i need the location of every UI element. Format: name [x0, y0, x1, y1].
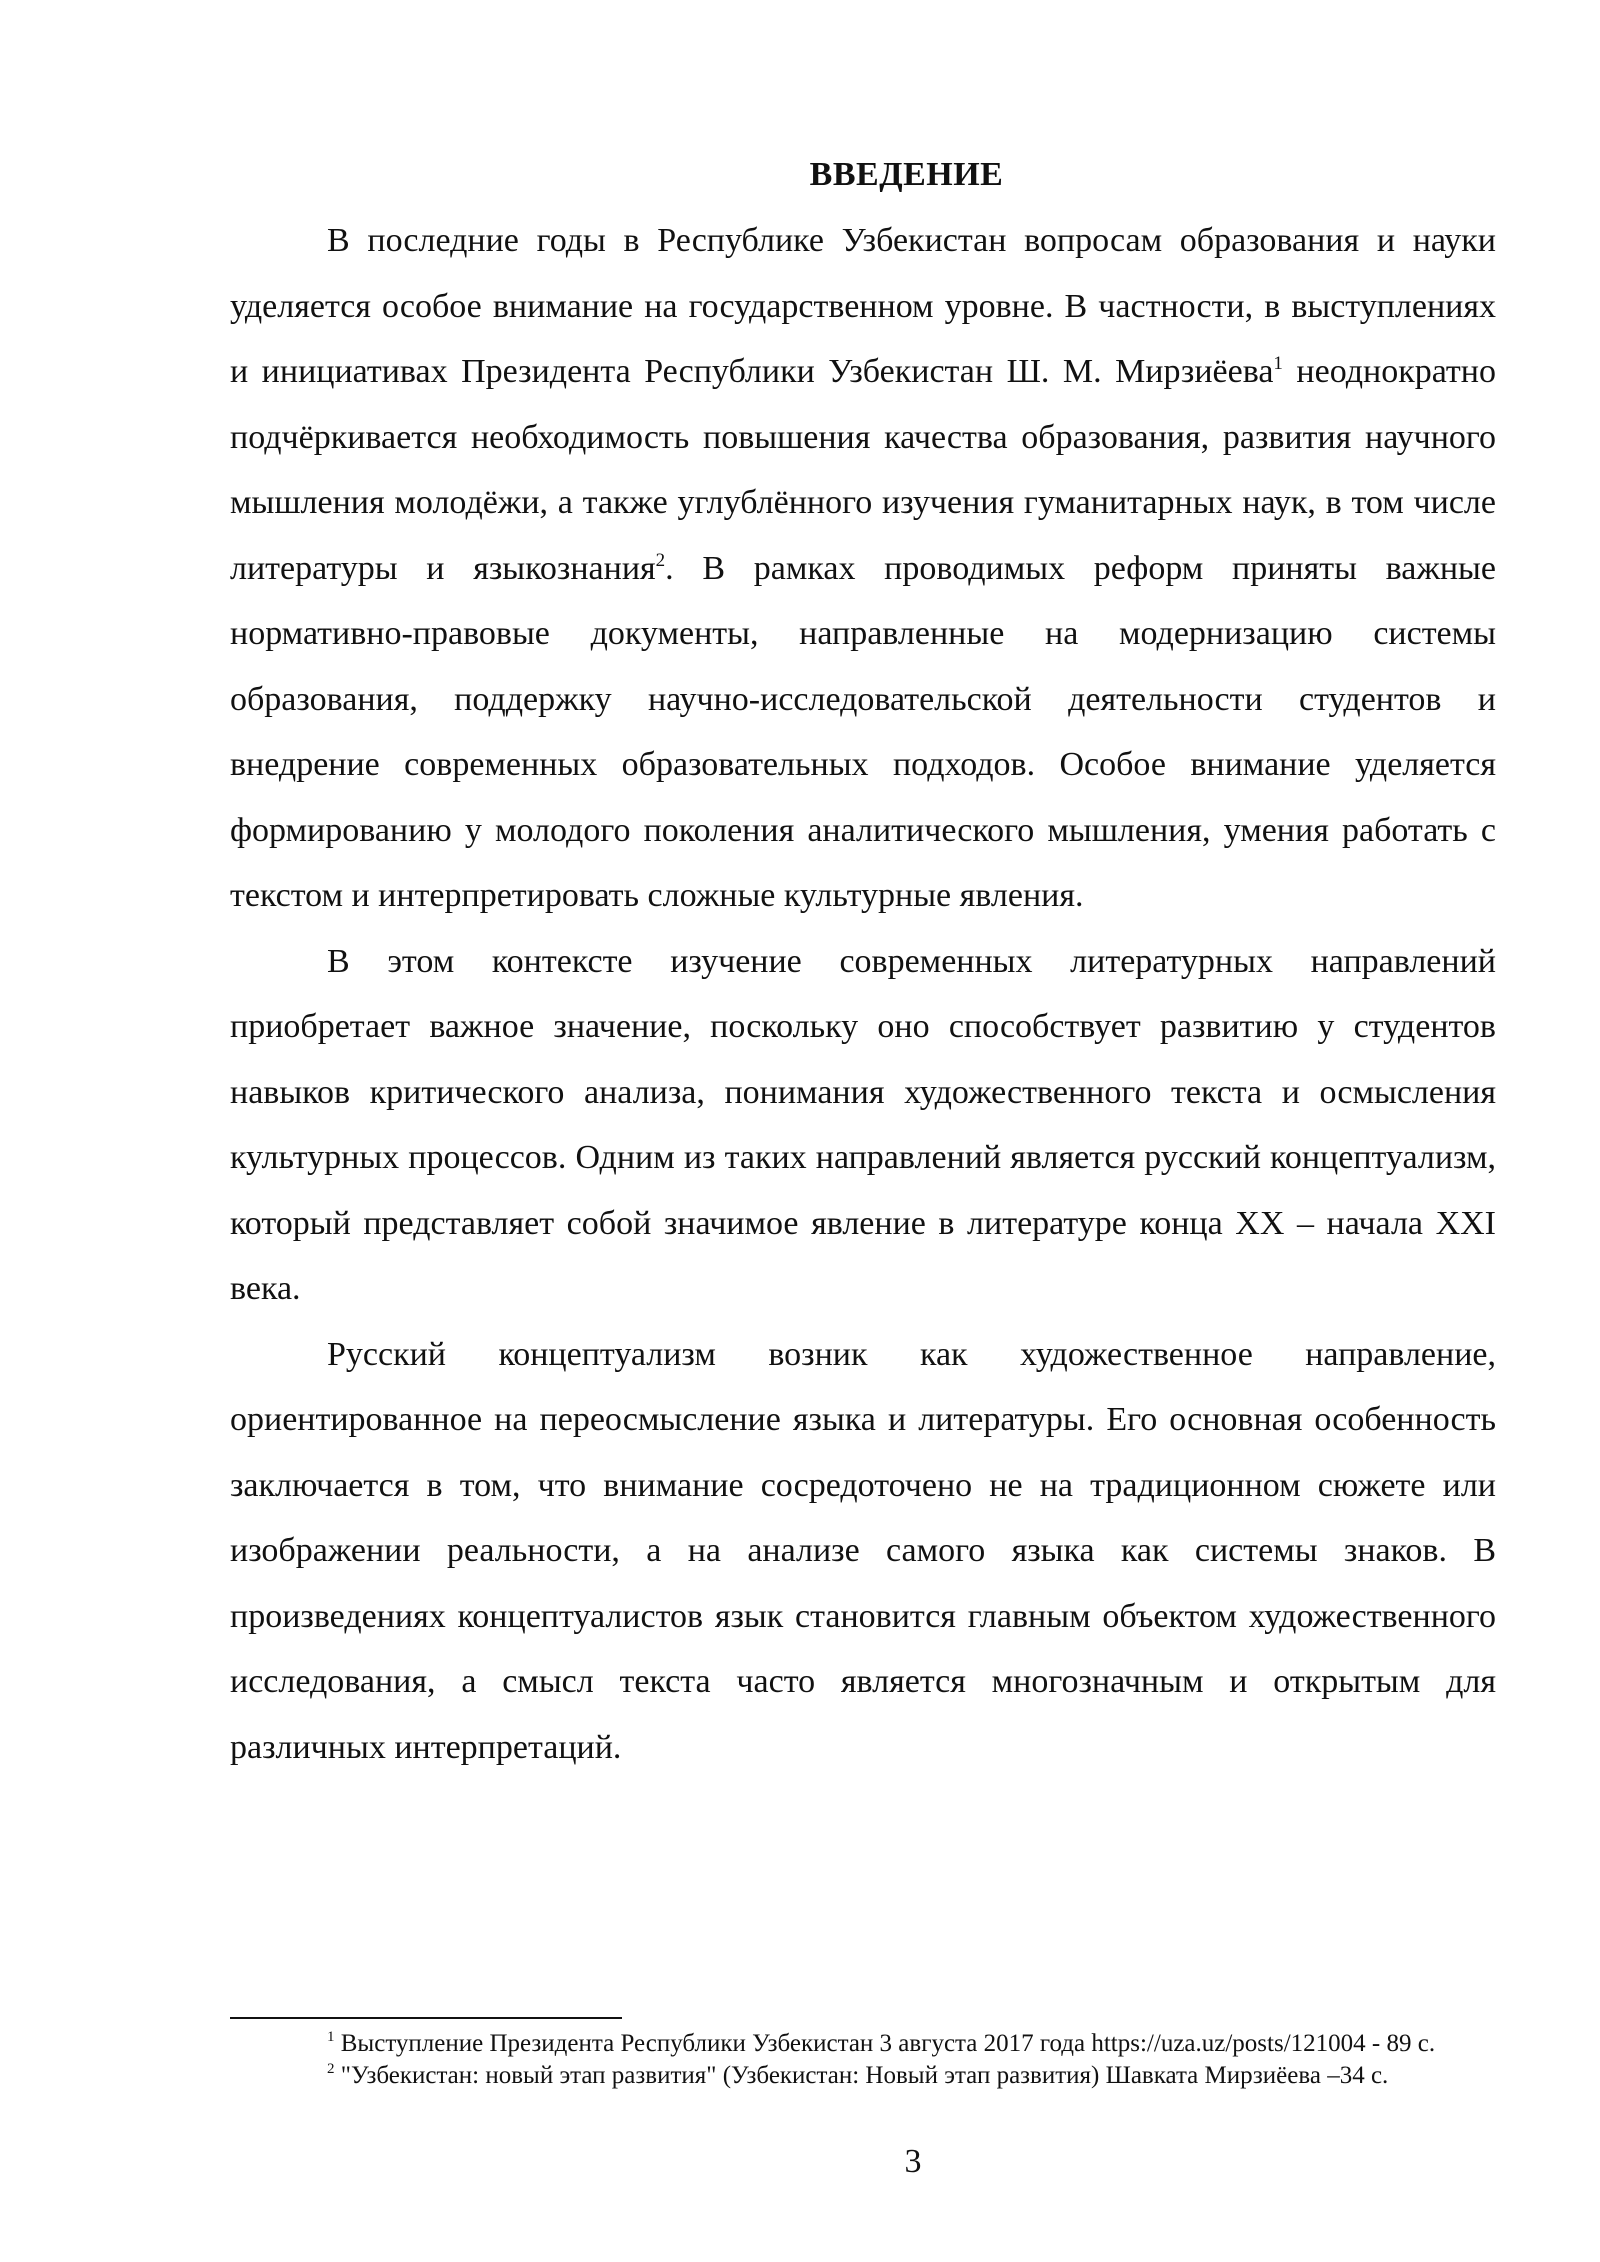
- footnote-2: [230, 2060, 1496, 2092]
- paragraph-3: Русский концептуализм возник как художественное направление, ориентированное на переосмысление языка и литературы. Его основная особенность заключается в том, что внимание сосредоточено не на традиционном сюжете или изображении реальности, а на анализе самого языка как системы знаков. В произведениях концептуалистов язык становится главным объектом художественного исследования, а смысл текста часто является многозначным и открытым для различных интерпретаций.: [230, 1335, 1496, 1766]
- footnote-1: [230, 2028, 1496, 2060]
- body-text: [230, 208, 1496, 1780]
- paragraph-1-part-c: . В рамках проводимых реформ приняты важные нормативно-правовые документы, направленные на модернизацию системы образования, поддержку научно-исследовательской деятельности студентов и внедрение современных образовательных подходов. Особое внимание уделяется формированию у молодого поколения аналитического мышления, умения работать с текстом и интерпретировать сложные культурные явления.: [230, 549, 1496, 914]
- paragraph-1-part-a: В последние годы в Республике Узбекистан вопросам образования и науки уделяется особое внимание на государственном уровне. В частности, в выступлениях и инициативах Президента Республики Узбекистан Ш. М. Мирзиёева: [230, 222, 1496, 390]
- footnote-1-text: Выступление Президента Республики Узбекистан 3 августа 2017 года https://uza.uz/posts/121004 - 89 с.: [334, 2030, 1436, 2057]
- footnote-separator: [230, 2017, 622, 2019]
- footnote-mark-2: 2: [327, 2061, 335, 2077]
- footnotes: [230, 2028, 1496, 2092]
- footnote-2-text: "Узбекистан: новый этап развития" (Узбекистан: Новый этап развития) Шавката Мирзиёева –34 с.: [334, 2062, 1389, 2089]
- footnote-ref-2[interactable]: 2: [655, 549, 666, 571]
- paragraph-1: [230, 208, 1496, 929]
- section-heading: ВВЕДЕНИЕ: [809, 156, 1004, 193]
- page-number: 3: [904, 2143, 922, 2180]
- paragraph-1-part-b: неоднократно подчёркивается необходимость повышения качества образования, развития научного мышления молодёжи, а также углублённого изучения гуманитарных наук, в том числе литературы и языкознания: [230, 353, 1496, 587]
- paragraph-2: В этом контексте изучение современных литературных направлений приобретает важное значение, поскольку оно способствует развитию у студентов навыков критического анализа, понимания художественного текста и осмысления культурных процессов. Одним из таких направлений является русский концептуализм, который представляет собой значимое явление в литературе конца XX – начала XXI века.: [230, 942, 1496, 1307]
- footnote-ref-1[interactable]: 1: [1273, 353, 1283, 374]
- footnote-mark-1: 1: [327, 2029, 335, 2045]
